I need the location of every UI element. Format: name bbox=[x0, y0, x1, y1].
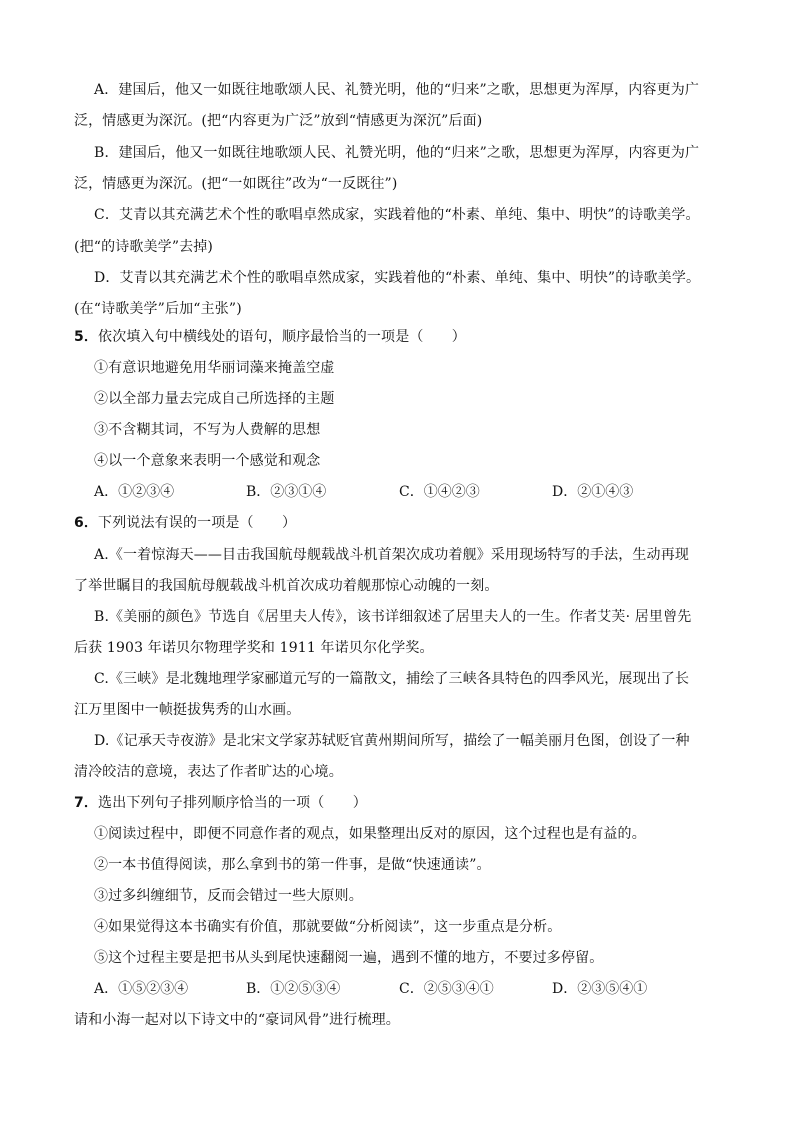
q7-item-2: ②一本书值得阅读，那么拿到书的第一件事，是做“快速通读”。 bbox=[94, 857, 491, 873]
q7-item-5: ⑤这个过程主要是把书从头到尾快速翻阅一遍，遇到不懂的地方，不要过多停留。 bbox=[94, 950, 604, 966]
q5-option-c: C．①④②③ bbox=[399, 484, 480, 500]
q5-option-d: D．②①④③ bbox=[552, 484, 634, 500]
q4-option-d-line2: (在“诗歌美学”后加“主张”) bbox=[74, 301, 242, 317]
q6-option-a-line2: 了举世瞩目的我国航母舰载战斗机首次成功着舰那惊心动魄的一刻。 bbox=[74, 578, 499, 594]
q7-number: 7． bbox=[74, 795, 99, 811]
q7-option-d: D．②③⑤④① bbox=[552, 981, 648, 997]
q6-number: 6． bbox=[74, 515, 99, 531]
q5-stem-text: 依次填入句中横线处的语句，顺序最恰当的一项是（ ） bbox=[98, 329, 466, 345]
q5-item-4: ④以一个意象来表明一个感觉和观念 bbox=[94, 453, 321, 469]
q7-item-4: ④如果觉得这本书确实有价值，那就要做“分析阅读”，这一步重点是分析。 bbox=[94, 919, 562, 935]
q5-item-2: ②以全部力量去完成自己所选择的主题 bbox=[94, 391, 335, 407]
closing-instruction: 请和小海一起对以下诗文中的“豪词风骨”进行梳理。 bbox=[74, 1012, 400, 1028]
q6-option-d-line1: D.《记承天寺夜游》是北宋文学家苏轼贬官黄州期间所写，描绘了一幅美丽月色图，创设了一种 bbox=[94, 733, 690, 749]
q6-option-c-line1: C.《三峡》是北魏地理学家郦道元写的一篇散文，捕绘了三峡各具特色的四季风光，展现出了长 bbox=[94, 671, 690, 687]
q4-option-b-line1: B．建国后，他又一如既往地歌颂人民、礼赞光明，他的“归来”之歌，思想更为浑厚，内容更为广 bbox=[94, 145, 700, 161]
q5-item-1: ①有意识地避免用华丽词藻来掩盖空虚 bbox=[94, 360, 335, 376]
q7-option-a: A．①⑤②③④ bbox=[94, 981, 189, 997]
q4-option-b-line2: 泛，情感更为深沉。(把“一如既往”改为“一反既往”) bbox=[74, 176, 398, 192]
q5-number: 5． bbox=[74, 329, 99, 345]
q6-stem-text: 下列说法有误的一项是（ ） bbox=[98, 515, 297, 531]
q6-option-a-line1: A.《一着惊海天——目击我国航母舰载战斗机首架次成功着舰》采用现场特写的手法，生动再现 bbox=[94, 547, 690, 563]
q6-option-d-line2: 清冷皎洁的意境，表达了作者旷达的心境。 bbox=[74, 764, 343, 780]
q5-option-a: A．①②③④ bbox=[94, 484, 175, 500]
q6-option-b-line1: B.《美丽的颜色》节选自《居里夫人传》，该书详细叙述了居里夫人的一生。作者艾芙· 居里曾先 bbox=[94, 609, 692, 625]
q4-option-a-line2: 泛，情感更为深沉。(把“内容更为广泛”放到“情感更为深沉”后面) bbox=[74, 113, 483, 129]
q4-option-c-line1: C．艾青以其充满艺术个性的歌唱卓然成家，实践着他的“朴素、单纯、集中、明快”的诗歌美学。 bbox=[94, 207, 700, 223]
q7-stem-text: 选出下列句子排列顺序恰当的一项（ ） bbox=[98, 795, 367, 811]
q5-stem bbox=[74, 327, 724, 347]
q5-option-b: B．②③①④ bbox=[246, 484, 327, 500]
q6-option-c-line2: 江万里图中一帧挺拔隽秀的山水画。 bbox=[74, 702, 301, 718]
q7-item-1: ①阅读过程中，即便不同意作者的观点，如果整理出反对的原因，这个过程也是有益的。 bbox=[94, 826, 646, 842]
q4-option-c-line2: (把“的诗歌美学”去掉) bbox=[74, 239, 214, 255]
q4-option-d-line1: D．艾青以其充满艺术个性的歌唱卓然成家，实践着他的“朴素、单纯、集中、明快”的诗歌美学。 bbox=[94, 270, 701, 286]
q6-stem bbox=[74, 513, 724, 533]
q6-option-b-line2: 后获 1903 年诺贝尔物理学奖和 1911 年诺贝尔化学奖。 bbox=[74, 640, 434, 656]
q7-option-c: C．②⑤③④① bbox=[399, 981, 494, 997]
q4-option-a-line1: A．建国后，他又一如既往地歌颂人民、礼赞光明，他的“归来”之歌，思想更为浑厚，内容更为广 bbox=[94, 82, 700, 98]
q7-stem bbox=[74, 793, 724, 813]
q5-item-3: ③不含糊其词，不写为人费解的思想 bbox=[94, 422, 321, 438]
q7-option-b: B．①②⑤③④ bbox=[246, 981, 341, 997]
q7-item-3: ③过多纠缠细节，反而会错过一些大原则。 bbox=[94, 888, 363, 904]
